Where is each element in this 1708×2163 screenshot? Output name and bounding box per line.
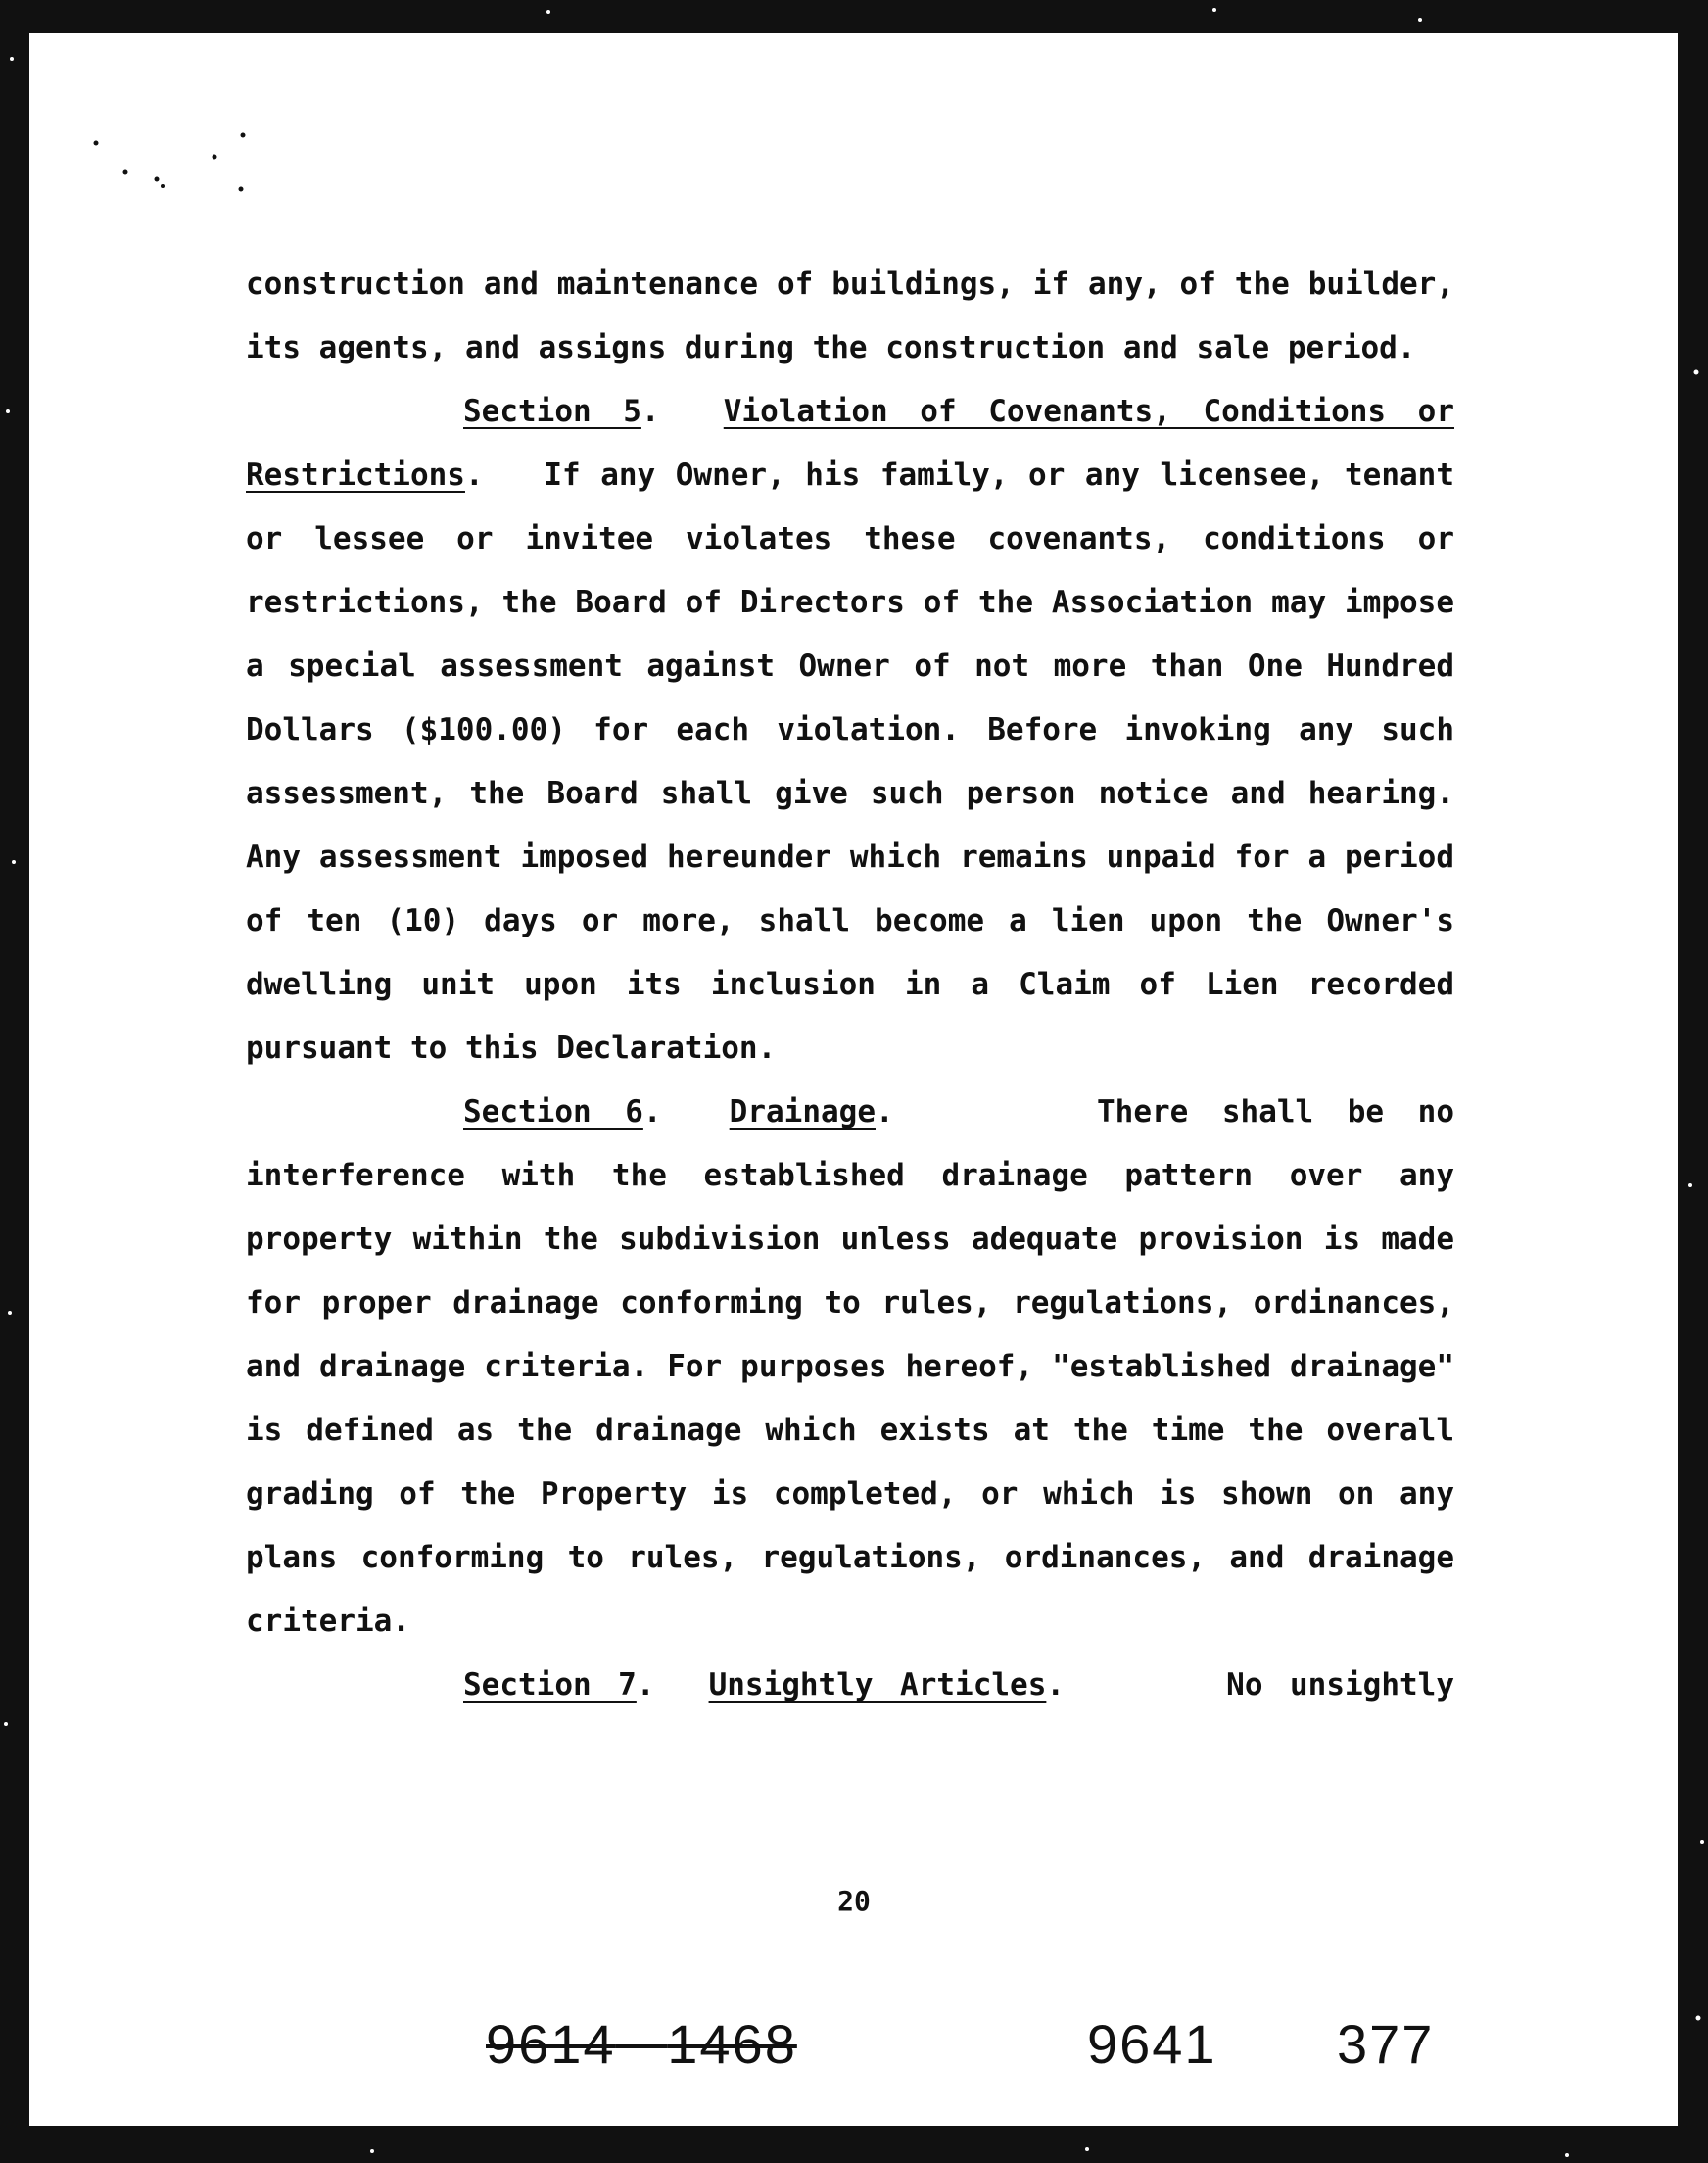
section-6-paragraph: Section 6. Drainage. There shall be no interference with the established drainage pattern over any property within the subdivision unless adequate provision is made for proper drainage conforming to rules, regulations, ordinances, and drainage criteria. For purposes hereof, "established drainage" is defined as the drainage which exists at the time the overall grading of the Property is completed, or which is shown on any plans conforming to rules, regulations, ordinances, and drainage criteria. (246, 1094, 1454, 1639)
section-5-heading: Violation of Covenants, Conditions or Restrictions (246, 394, 1454, 493)
document-body (246, 253, 1454, 1717)
struck-recording-stamp (486, 2012, 797, 2076)
section-7-heading: Unsightly Articles (708, 1667, 1047, 1703)
section-7-body: No unsightly (1226, 1667, 1454, 1703)
intro-paragraph: construction and maintenance of buildings, if any, of the builder, its agents, and assigns during the construction and sale period. (246, 266, 1454, 365)
section-7-number: Section 7 (463, 1667, 637, 1703)
section-5-paragraph: Section 5. Violation of Covenants, Conditions or Restrictions. If any Owner, his family, or any licensee, tenant or lessee or invitee violates these covenants, conditions or restrictions, the Board of Directors of the Association may impose a special assessment against Owner of not more than One Hundred Dollars ($100.00) for each violation. Before invoking any such assessment, the Board shall give such person notice and hearing. Any assessment imposed hereunder which remains unpaid for a period of ten (10) days or more, shall become a lien upon the Owner's dwelling unit upon its inclusion in a Claim of Lien recorded pursuant to this Declaration. (246, 394, 1454, 1066)
struck-book-number: 9614 (486, 2013, 616, 2075)
section-6-body: There shall be no interference with the established drainage pattern over any property within the subdivision unless adequate provision is made for proper drainage conforming to rules, regulations, ordinances, and drainage criteria. For purposes hereof, "established drainage" is defined as the drainage which exists at the time the overall grading of the Property is completed, or which is shown on any plans conforming to rules, regulations, ordinances, and drainage criteria. (246, 1094, 1454, 1639)
recording-book-number: 9641 (1087, 2013, 1217, 2075)
section-7-paragraph: Section 7. Unsightly Articles. No unsightly (463, 1667, 1454, 1703)
section-5-number: Section 5 (463, 394, 641, 429)
page-number: 20 (837, 1885, 871, 1917)
section-5-body: If any Owner, his family, or any licensee, tenant or lessee or invitee violates these covenants, conditions or restrictions, the Board of Directors of the Association may impose a special assessment against Owner of not more than One Hundred Dollars ($100.00) for each violation. Before invoking any such assessment, the Board shall give such person notice and hearing. Any assessment imposed hereunder which remains unpaid for a period of ten (10) days or more, shall become a lien upon the Owner's dwelling unit upon its inclusion in a Claim of Lien recorded pursuant to this Declaration. (246, 457, 1454, 1066)
struck-page-number: 1468 (667, 2013, 797, 2075)
section-6-number: Section 6 (463, 1094, 643, 1130)
recording-page-number: 377 (1337, 2013, 1435, 2075)
section-6-heading: Drainage (729, 1094, 876, 1130)
